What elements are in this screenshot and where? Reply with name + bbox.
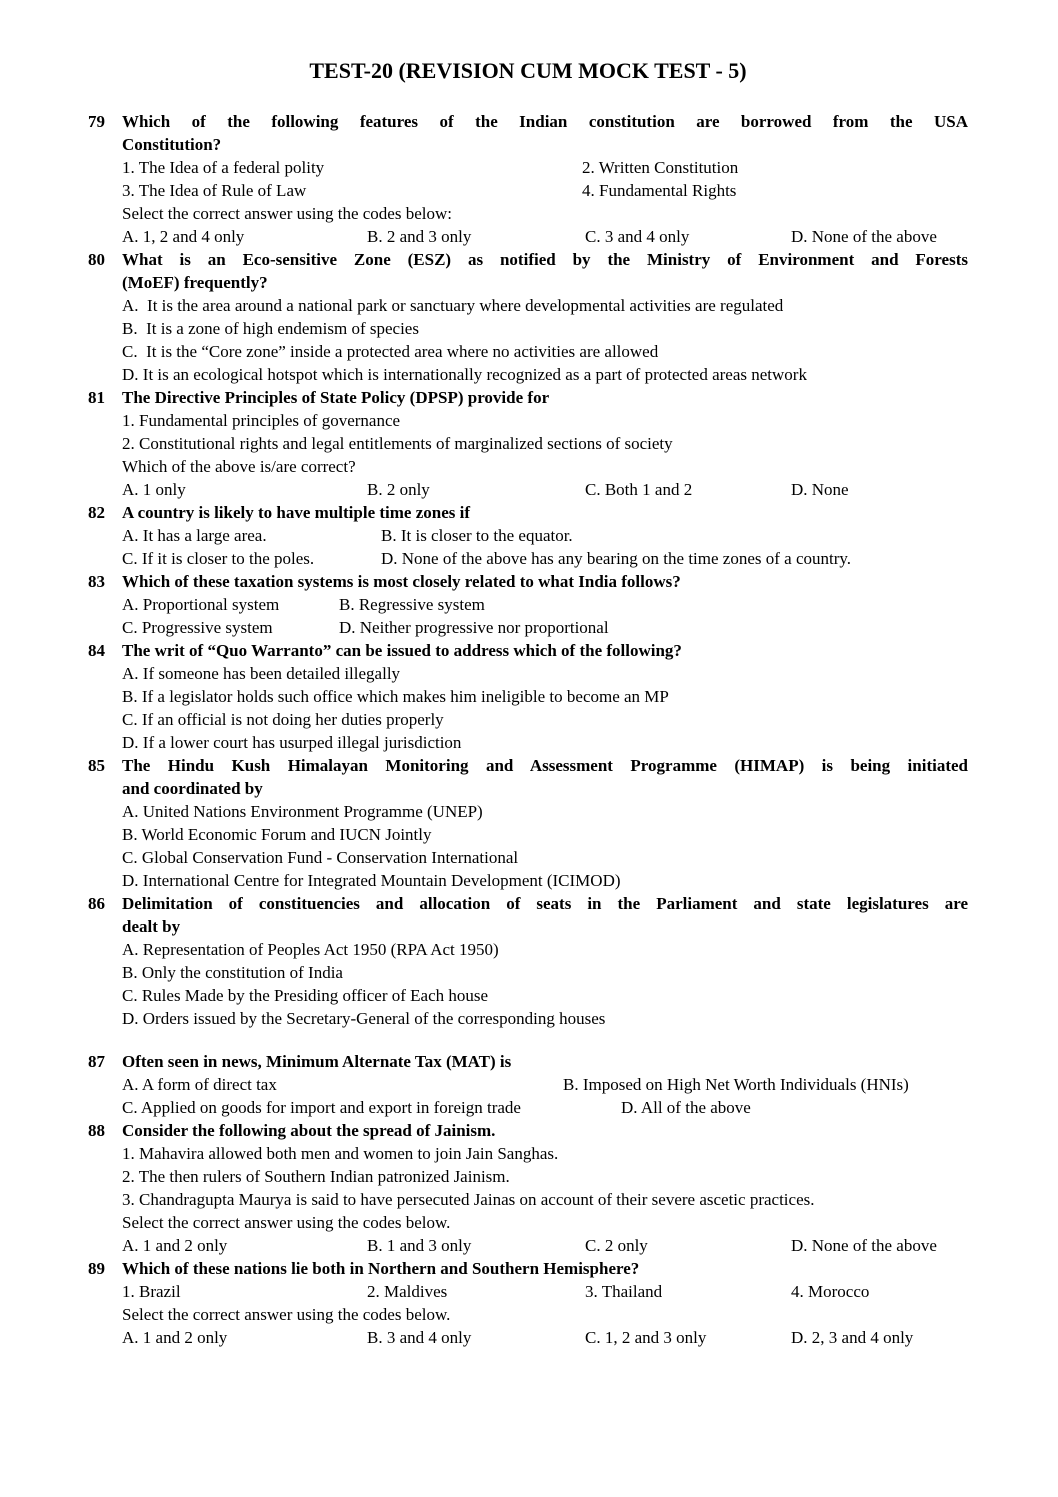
- option-row: [122, 869, 968, 892]
- question-body: [122, 1050, 968, 1119]
- question-line: Which of these nations lie both in Northern and Southern Hemisphere?: [122, 1259, 640, 1278]
- option-cell: 3. Chandragupta Maurya is said to have persecuted Jainas on account of their severe ascetic practices.: [122, 1190, 815, 1209]
- option-cell: C. Progressive system: [122, 618, 273, 637]
- option-row: [122, 823, 968, 846]
- question: [88, 248, 968, 386]
- option-row: [122, 294, 968, 317]
- option-cell: D. None of the above has any bearing on the time zones of a country.: [381, 549, 852, 568]
- question-text: [122, 1119, 968, 1142]
- option-cell: B. World Economic Forum and IUCN Jointly: [122, 825, 432, 844]
- option-row: [122, 1234, 968, 1257]
- option-row: [122, 1280, 968, 1303]
- question-text: [122, 501, 968, 524]
- option-cell: C. Global Conservation Fund - Conservation International: [122, 848, 519, 867]
- option-row: [122, 1326, 968, 1349]
- question-text: [122, 892, 968, 938]
- option-cell: C. Applied on goods for import and export in foreign trade: [122, 1098, 521, 1117]
- question-body: [122, 1257, 968, 1349]
- option-cell: 2. Written Constitution: [582, 158, 739, 177]
- option-cell: 3. The Idea of Rule of Law: [122, 181, 307, 200]
- option-row: [122, 409, 968, 432]
- question-text: [122, 386, 968, 409]
- option-cell: B. 2 and 3 only: [367, 227, 472, 246]
- option-cell: A. 1, 2 and 4 only: [122, 227, 245, 246]
- option-cell: Select the correct answer using the codes below.: [122, 1305, 451, 1324]
- option-row: [122, 156, 968, 179]
- option-cell: C. If an official is not doing her duties properly: [122, 710, 444, 729]
- question-body: [122, 570, 968, 639]
- question: [88, 570, 968, 639]
- option-row: [122, 1188, 968, 1211]
- option-cell: D. Neither progressive nor proportional: [339, 618, 609, 637]
- question-line: Which of the following features of the Indian constitution are borrowed from the USA: [122, 112, 968, 131]
- question: [88, 892, 968, 1030]
- option-cell: B. 3 and 4 only: [367, 1328, 472, 1347]
- option-cell: D. International Centre for Integrated Mountain Development (ICIMOD): [122, 871, 621, 890]
- page-title: TEST-20 (REVISION CUM MOCK TEST - 5): [309, 58, 747, 83]
- question: [88, 110, 968, 248]
- option-cell: B. 1 and 3 only: [367, 1236, 472, 1255]
- option-row: [122, 662, 968, 685]
- question-text: [122, 1257, 968, 1280]
- option-cell: Which of the above is/are correct?: [122, 457, 356, 476]
- question-body: [122, 892, 968, 1030]
- option-cell: C. Both 1 and 2: [585, 480, 693, 499]
- question-text: [122, 639, 968, 662]
- option-row: [122, 731, 968, 754]
- option-cell: 1. Fundamental principles of governance: [122, 411, 401, 430]
- option-cell: A. 1 and 2 only: [122, 1328, 228, 1347]
- question-line: dealt by: [122, 917, 181, 936]
- option-row: [122, 478, 968, 501]
- option-cell: 2. Maldives: [367, 1282, 448, 1301]
- question-line: (MoEF) frequently?: [122, 273, 268, 292]
- question-line: Which of these taxation systems is most closely related to what India follows?: [122, 572, 681, 591]
- question-number: 79: [88, 112, 105, 131]
- question: [88, 386, 968, 501]
- option-row: [122, 800, 968, 823]
- option-cell: 1. Brazil: [122, 1282, 181, 1301]
- option-cell: 2. The then rulers of Southern Indian patronized Jainism.: [122, 1167, 510, 1186]
- question-line: What is an Eco-sensitive Zone (ESZ) as notified by the Ministry of Environment and Forests: [122, 250, 968, 269]
- option-cell: Select the correct answer using the codes below.: [122, 1213, 451, 1232]
- option-cell: A. 1 only: [122, 480, 186, 499]
- option-cell: 4. Morocco: [791, 1282, 870, 1301]
- question-body: [122, 248, 968, 386]
- option-row: [122, 685, 968, 708]
- question-line: Constitution?: [122, 135, 222, 154]
- option-row: [122, 1007, 968, 1030]
- option-row: [122, 1165, 968, 1188]
- option-cell: A. United Nations Environment Programme (UNEP): [122, 802, 483, 821]
- option-row: [122, 363, 968, 386]
- questions: [88, 110, 968, 1349]
- option-row: [122, 1073, 968, 1096]
- option-cell: B. It is a zone of high endemism of species: [122, 319, 419, 338]
- option-cell: 3. Thailand: [585, 1282, 663, 1301]
- option-cell: D. None: [791, 480, 849, 499]
- question-line: The Hindu Kush Himalayan Monitoring and Assessment Programme (HIMAP) is being initiated: [122, 756, 968, 775]
- option-cell: 1. Mahavira allowed both men and women to join Jain Sanghas.: [122, 1144, 559, 1163]
- question-number: 85: [88, 756, 105, 775]
- option-cell: D. If a lower court has usurped illegal jurisdiction: [122, 733, 462, 752]
- option-cell: A. Proportional system: [122, 595, 280, 614]
- option-cell: B. Imposed on High Net Worth Individuals (HNIs): [563, 1075, 909, 1094]
- question-line: Often seen in news, Minimum Alternate Tax (MAT) is: [122, 1052, 512, 1071]
- option-row: [122, 179, 968, 202]
- question-text: [122, 1050, 968, 1073]
- question-number: 88: [88, 1121, 105, 1140]
- option-cell: A. 1 and 2 only: [122, 1236, 228, 1255]
- question-number: 89: [88, 1259, 105, 1278]
- option-row: [122, 317, 968, 340]
- question-number: 86: [88, 894, 105, 913]
- option-cell: D. None of the above: [791, 1236, 937, 1255]
- question-line: A country is likely to have multiple time zones if: [122, 503, 471, 522]
- option-cell: D. Orders issued by the Secretary-General of the corresponding houses: [122, 1009, 606, 1028]
- option-cell: Select the correct answer using the codes below:: [122, 204, 452, 223]
- question-line: and coordinated by: [122, 779, 263, 798]
- option-cell: 4. Fundamental Rights: [582, 181, 737, 200]
- question-body: [122, 386, 968, 501]
- question-line: The Directive Principles of State Policy (DPSP) provide for: [122, 388, 550, 407]
- option-cell: B. Only the constitution of India: [122, 963, 343, 982]
- option-cell: D. All of the above: [621, 1098, 751, 1117]
- question-number: 83: [88, 572, 105, 591]
- option-row: [122, 225, 968, 248]
- option-cell: B. Regressive system: [339, 595, 485, 614]
- option-row: [122, 432, 968, 455]
- option-row: [122, 593, 968, 616]
- option-row: [122, 1303, 968, 1326]
- question-line: Consider the following about the spread of Jainism.: [122, 1121, 496, 1140]
- question-number: 80: [88, 250, 105, 269]
- option-row: [122, 547, 968, 570]
- option-cell: A. A form of direct tax: [122, 1075, 277, 1094]
- question-body: [122, 110, 968, 248]
- question: [88, 639, 968, 754]
- question: [88, 501, 968, 570]
- question-text: [122, 570, 968, 593]
- option-row: [122, 524, 968, 547]
- option-cell: C. If it is closer to the poles.: [122, 549, 315, 568]
- option-cell: D. It is an ecological hotspot which is internationally recognized as a part of protected areas network: [122, 365, 807, 384]
- option-row: [122, 984, 968, 1007]
- option-cell: D. 2, 3 and 4 only: [791, 1328, 914, 1347]
- option-row: [122, 616, 968, 639]
- question-body: [122, 754, 968, 892]
- option-cell: B. It is closer to the equator.: [381, 526, 573, 545]
- question-number: 82: [88, 503, 105, 522]
- option-row: [122, 961, 968, 984]
- option-cell: 1. The Idea of a federal polity: [122, 158, 325, 177]
- option-cell: A. If someone has been detailed illegally: [122, 664, 401, 683]
- option-row: [122, 708, 968, 731]
- option-row: [122, 455, 968, 478]
- question-number: 87: [88, 1052, 105, 1071]
- question-gap: [88, 1030, 968, 1050]
- option-cell: B. 2 only: [367, 480, 430, 499]
- question: [88, 1119, 968, 1257]
- option-row: [122, 1096, 968, 1119]
- option-cell: D. None of the above: [791, 227, 937, 246]
- option-cell: A. It is the area around a national park or sanctuary where developmental activities are regulated: [122, 296, 784, 315]
- question: [88, 754, 968, 892]
- question-line: Delimitation of constituencies and allocation of seats in the Parliament and state legislatures are: [122, 894, 968, 913]
- question-text: [122, 754, 968, 800]
- option-cell: 2. Constitutional rights and legal entitlements of marginalized sections of society: [122, 434, 673, 453]
- option-cell: C. 1, 2 and 3 only: [585, 1328, 707, 1347]
- question-body: [122, 501, 968, 570]
- question-number: 81: [88, 388, 105, 407]
- option-cell: C. 3 and 4 only: [585, 227, 690, 246]
- question: [88, 1050, 968, 1119]
- option-cell: A. Representation of Peoples Act 1950 (RPA Act 1950): [122, 940, 499, 959]
- option-row: [122, 340, 968, 363]
- option-cell: C. Rules Made by the Presiding officer of Each house: [122, 986, 489, 1005]
- option-cell: A. It has a large area.: [122, 526, 267, 545]
- question-number: 84: [88, 641, 105, 660]
- question-line: The writ of “Quo Warranto” can be issued to address which of the following?: [122, 641, 682, 660]
- option-cell: C. It is the “Core zone” inside a protected area where no activities are allowed: [122, 342, 659, 361]
- question: [88, 1257, 968, 1349]
- question-text: [122, 248, 968, 294]
- option-row: [122, 938, 968, 961]
- option-row: [122, 202, 968, 225]
- option-row: [122, 1142, 968, 1165]
- option-cell: C. 2 only: [585, 1236, 648, 1255]
- question-body: [122, 639, 968, 754]
- option-cell: B. If a legislator holds such office which makes him ineligible to become an MP: [122, 687, 669, 706]
- option-row: [122, 1211, 968, 1234]
- option-row: [122, 846, 968, 869]
- question-body: [122, 1119, 968, 1257]
- question-text: [122, 110, 968, 156]
